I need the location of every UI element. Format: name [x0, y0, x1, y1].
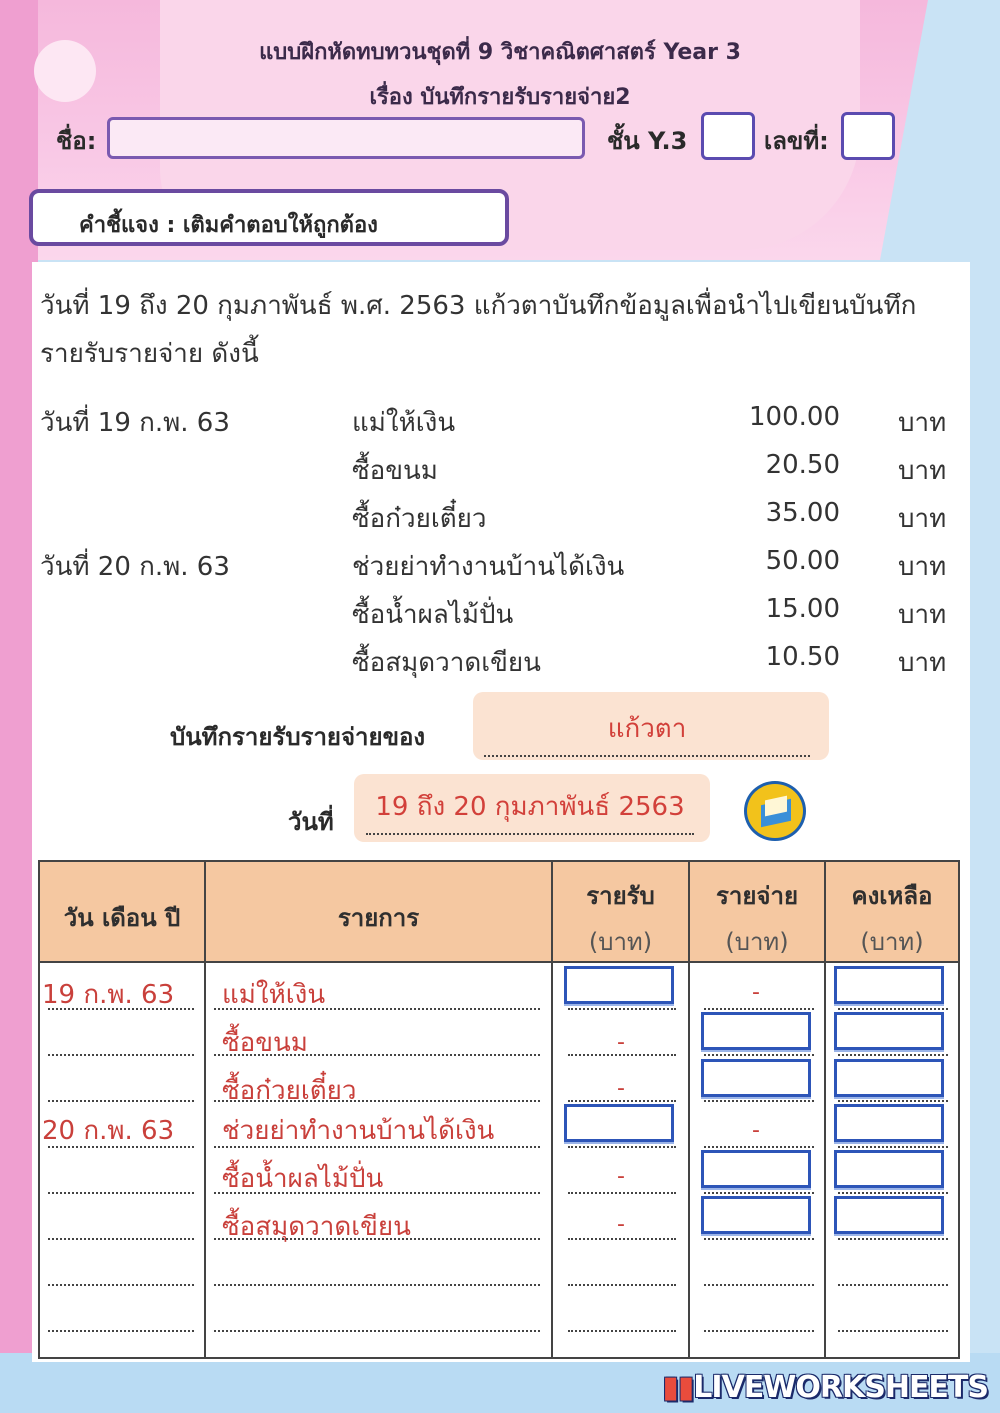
- row-date: 20 ก.พ. 63: [42, 1116, 175, 1146]
- book-logo-icon: [744, 781, 806, 841]
- instruction-box: [29, 189, 509, 246]
- dotted-line: [704, 1054, 814, 1056]
- expense-dash: -: [752, 1118, 760, 1143]
- dotted-line: [568, 1330, 676, 1332]
- record-unit: บาท: [898, 552, 947, 582]
- record-amount: 100.00: [749, 402, 840, 432]
- dotted-line: [838, 1008, 948, 1010]
- dotted-line: [568, 1238, 676, 1240]
- header-income: รายรับ: [586, 882, 655, 910]
- dotted-line: [568, 1100, 676, 1102]
- record-item: ซื้อก๋วยเตี๋ยว: [352, 504, 487, 534]
- dotted-line: [214, 1054, 540, 1056]
- dotted-line: [704, 1008, 814, 1010]
- record-amount: 35.00: [765, 498, 840, 528]
- number-label: เลขที่:: [764, 127, 829, 155]
- balance-answer-input[interactable]: [834, 1012, 944, 1050]
- dotted-line: [214, 1008, 540, 1010]
- dotted-line: [704, 1284, 814, 1286]
- header-expense: รายจ่าย: [715, 882, 799, 910]
- dotted-line: [214, 1330, 540, 1332]
- income-dash: -: [617, 1212, 625, 1237]
- dotted-line: [704, 1330, 814, 1332]
- dotted-line: [214, 1100, 540, 1102]
- dotted-line: [568, 1146, 676, 1148]
- dotted-line: [214, 1192, 540, 1194]
- record-unit: บาท: [898, 648, 947, 678]
- dotted-line: [838, 1146, 948, 1148]
- dotted-line: [838, 1238, 948, 1240]
- dotted-line: [214, 1146, 540, 1148]
- record-unit: บาท: [898, 456, 947, 486]
- dotted-line: [48, 1054, 194, 1056]
- header-item: รายการ: [337, 904, 420, 932]
- dotted-line: [48, 1146, 194, 1148]
- record-date-label: วันที่: [288, 808, 334, 836]
- dotted-line: [838, 1054, 948, 1056]
- dotted-line: [568, 1284, 676, 1286]
- header-income-unit: (บาท): [588, 928, 653, 956]
- record-item: แม่ให้เงิน: [352, 408, 456, 438]
- header-date: วัน เดือน ปี: [63, 904, 181, 932]
- dotted-line: [704, 1192, 814, 1194]
- dotted-line: [704, 1100, 814, 1102]
- dotted-line: [838, 1192, 948, 1194]
- worksheet-subtitle: เรื่อง บันทึกรายรับรายจ่าย2: [369, 85, 631, 110]
- expense-answer-input[interactable]: [701, 1150, 811, 1188]
- income-answer-input[interactable]: [564, 1104, 674, 1142]
- dotted-line: [704, 1146, 814, 1148]
- dotted-line: [838, 1330, 948, 1332]
- dotted-line: [48, 1238, 194, 1240]
- record-unit: บาท: [898, 504, 947, 534]
- record-amount: 15.00: [765, 594, 840, 624]
- dotted-line: [214, 1284, 540, 1286]
- row-item: ซื้อขนม: [222, 1028, 308, 1058]
- record-date-value: 19 ถึง 20 กุมภาพันธ์ 2563: [366, 786, 694, 835]
- record-item: ซื้อน้ำผลไม้ปั่น: [352, 600, 514, 630]
- instruction-text: คำชี้แจง : เติมคำตอบให้ถูกต้อง: [79, 213, 378, 238]
- header-balance-unit: (บาท): [860, 928, 924, 956]
- number-input[interactable]: [841, 112, 895, 160]
- dotted-line: [48, 1192, 194, 1194]
- balance-answer-input[interactable]: [834, 966, 944, 1004]
- row-item: ซื้อก๋วยเตี๋ยว: [222, 1076, 357, 1106]
- row-item: ซื้อน้ำผลไม้ปั่น: [222, 1164, 384, 1194]
- dotted-line: [568, 1192, 676, 1194]
- balance-answer-input[interactable]: [834, 1196, 944, 1234]
- dotted-line: [48, 1008, 194, 1010]
- dotted-line: [48, 1284, 194, 1286]
- record-item: ช่วยย่าทำงานบ้านได้เงิน: [352, 552, 625, 582]
- dotted-line: [704, 1238, 814, 1240]
- row-item: ซื้อสมุดวาดเขียน: [222, 1212, 411, 1242]
- record-unit: บาท: [898, 408, 947, 438]
- income-dash: -: [617, 1030, 625, 1055]
- expense-answer-input[interactable]: [701, 1012, 811, 1050]
- intro-text: วันที่ 19 ถึง 20 กุมภาพันธ์ พ.ศ. 2563 แก้วตาบันทึกข้อมูลเพื่อนำไปเขียนบันทึกรายรับรายจ่าย ดังนี้: [40, 291, 917, 369]
- header-balance: คงเหลือ: [851, 882, 933, 910]
- liveworksheets-watermark: ▮▮LIVEWORKSHEETS: [662, 1370, 988, 1405]
- record-date: วันที่ 20 ก.พ. 63: [40, 552, 230, 582]
- record-unit: บาท: [898, 600, 947, 630]
- record-item: ซื้อขนม: [352, 456, 438, 486]
- dotted-line: [568, 1008, 676, 1010]
- watermark-text: LIVEWORKSHEETS: [693, 1370, 988, 1405]
- row-date: 19 ก.พ. 63: [42, 980, 175, 1010]
- class-input[interactable]: [701, 112, 755, 160]
- expense-answer-input[interactable]: [701, 1059, 811, 1097]
- record-amount: 50.00: [765, 546, 840, 576]
- record-date: วันที่ 19 ก.พ. 63: [40, 408, 230, 438]
- record-owner-value: แก้วตา: [484, 708, 810, 757]
- dotted-line: [48, 1100, 194, 1102]
- class-label: ชั้น Y.3: [607, 127, 688, 155]
- dotted-line: [214, 1238, 540, 1240]
- name-input[interactable]: [107, 117, 585, 159]
- expense-dash: -: [752, 980, 760, 1005]
- record-owner-label: บันทึกรายรับรายจ่ายของ: [170, 723, 426, 751]
- record-amount: 20.50: [765, 450, 840, 480]
- dotted-line: [568, 1054, 676, 1056]
- income-dash: -: [617, 1164, 625, 1189]
- row-item: ช่วยย่าทำงานบ้านได้เงิน: [222, 1116, 495, 1146]
- row-item: แม่ให้เงิน: [222, 980, 326, 1010]
- balance-answer-input[interactable]: [834, 1104, 944, 1142]
- balance-answer-input[interactable]: [834, 1150, 944, 1188]
- dotted-line: [838, 1100, 948, 1102]
- header-expense-unit: (บาท): [725, 928, 789, 956]
- expense-answer-input[interactable]: [701, 1196, 811, 1234]
- income-answer-input[interactable]: [564, 966, 674, 1004]
- worksheet-title: แบบฝึกหัดทบทวนชุดที่ 9 วิชาคณิตศาสตร์ Year 3: [259, 40, 741, 65]
- record-amount: 10.50: [765, 642, 840, 672]
- balance-answer-input[interactable]: [834, 1059, 944, 1097]
- income-expense-table: [38, 860, 960, 1359]
- name-label: ชื่อ:: [56, 127, 97, 155]
- record-item: ซื้อสมุดวาดเขียน: [352, 648, 541, 678]
- income-dash: -: [617, 1076, 625, 1101]
- dotted-line: [48, 1330, 194, 1332]
- dotted-line: [838, 1284, 948, 1286]
